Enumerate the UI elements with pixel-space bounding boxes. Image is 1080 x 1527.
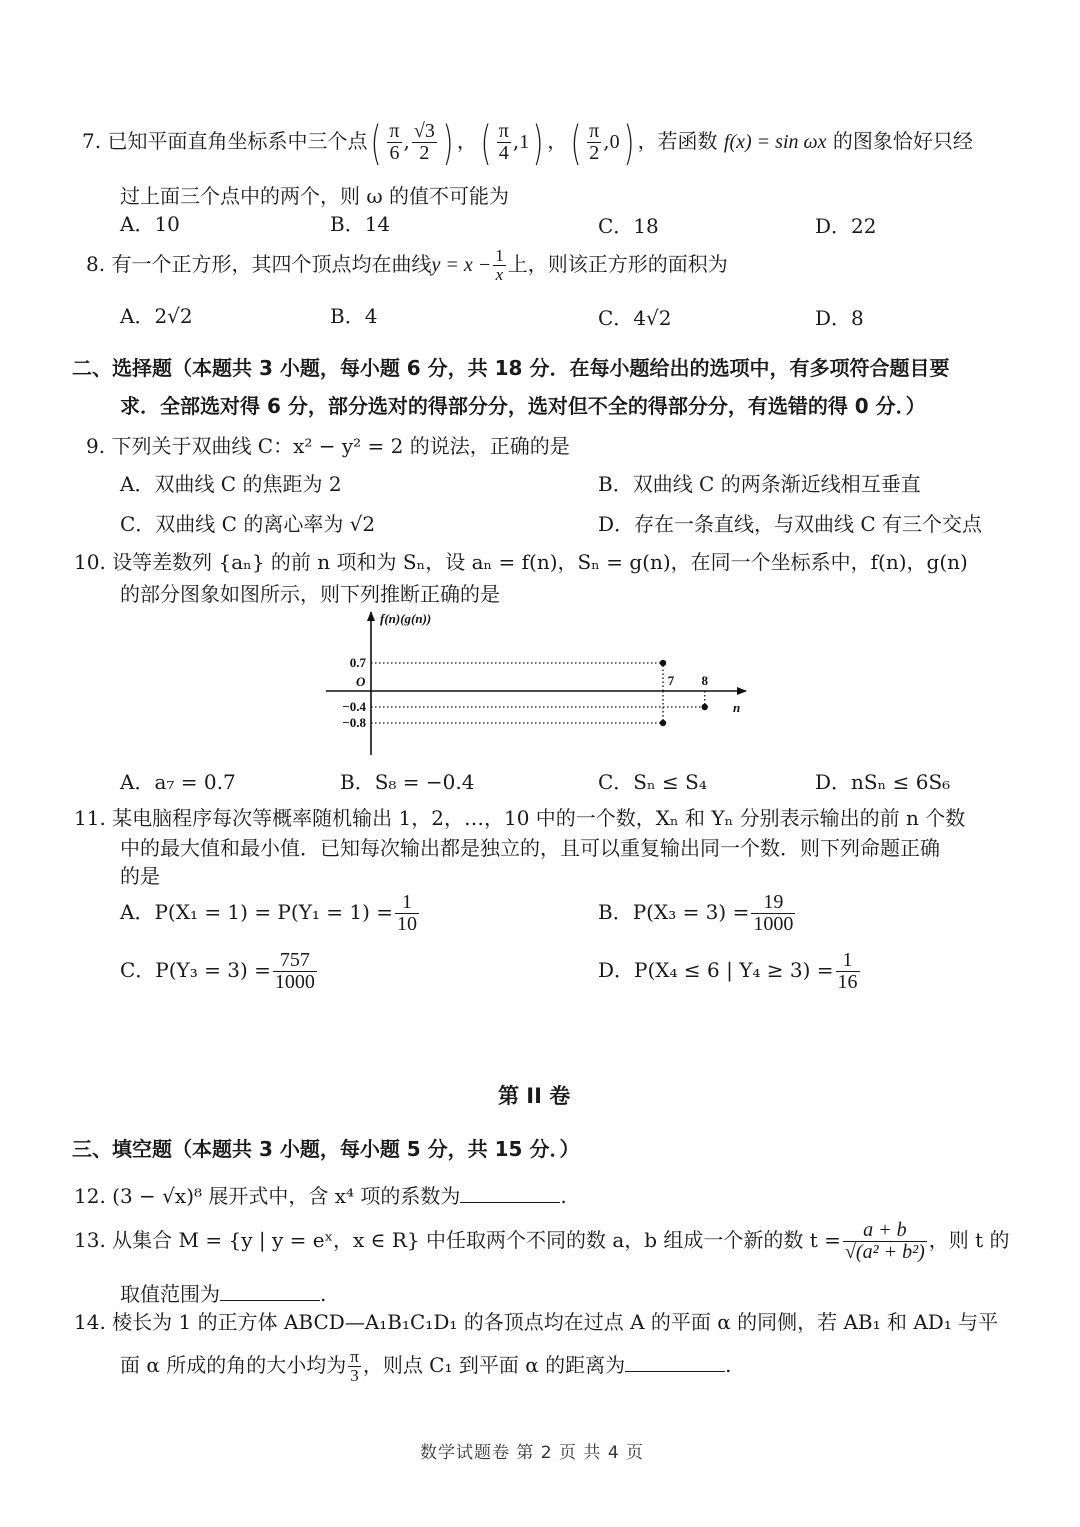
fraction: $\frac{1}{x}$ (495, 246, 504, 284)
answer-blank[interactable] (625, 1351, 725, 1372)
question-13-line2: 取值范围为 . (120, 1282, 327, 1306)
question-13: 13. 从集合 M = {y | y = eˣ，x ∈ R} 中任取两个不同的数 a，b 组成一个新的数 t = $\frac{a + b}{\text{√(a² + b²)}}$ ，则 t 的 (74, 1219, 1010, 1263)
option-b: B．4 (330, 304, 378, 328)
question-number: 13. (74, 1228, 106, 1252)
fraction: $\frac{\pi}{2}$ (589, 120, 600, 164)
question-11-line3: 的是 (120, 864, 160, 888)
x-tick-label: 8 (701, 673, 708, 688)
question-14-line2: 面 α 所成的角的大小均为 $\frac{\pi}{3}$ ，则点 C₁ 到平面 α 的距离为 . (120, 1347, 732, 1385)
question-12: 12. (3 − √x)⁸ 展开式中，含 x⁴ 项的系数为 . (74, 1184, 567, 1208)
data-point (660, 720, 666, 726)
option-c: C．P(Y₃ = 3) = $\frac{757}{1000}$ (120, 949, 315, 993)
page-footer: 数学试题卷 第 2 页 共 4 页 (420, 1443, 645, 1463)
option-d: D．nSₙ ≤ 6S₆ (815, 770, 951, 794)
answer-blank[interactable] (460, 1182, 560, 1203)
data-point (702, 704, 708, 710)
y-tick-label: −0.8 (342, 715, 366, 730)
origin-label: O (356, 674, 366, 689)
option-b: B．14 (330, 212, 391, 236)
question-number: 10. (74, 550, 106, 574)
fraction: $\frac{19}{1000}$ (753, 891, 794, 935)
function-expression: f(x) = sin ωx (723, 131, 827, 153)
option-a: A．双曲线 C 的焦距为 2 (120, 472, 342, 496)
fraction: $\frac{1}{16}$ (837, 949, 858, 993)
question-7: 7. 已知平面直角坐标系中三个点( $\frac{\pi}{6}$ , $\frac{√3}{2}$ ) ，( $\frac{\pi}{4}$ ,1) ，( $\frac{\pi}{2}$ ,0) ，若函数 f(x) = sin ωx 的图象恰好只经 (82, 115, 973, 170)
option-a: A．a₇ = 0.7 (120, 770, 236, 794)
fraction: $\frac{\pi}{6}$ (389, 120, 400, 164)
answer-blank[interactable] (220, 1280, 320, 1301)
option-a: A．10 (120, 212, 180, 236)
option-c: C．18 (598, 214, 659, 238)
part-2-title: 第 II 卷 (498, 1084, 571, 1108)
option-d: D．P(X₄ ≤ 6 | Y₄ ≥ 3) = $\frac{1}{16}$ (598, 949, 858, 993)
x-tick-label: 7 (667, 673, 675, 688)
question-7-line2: 过上面三个点中的两个，则 ω 的值不可能为 (120, 184, 510, 208)
data-point (660, 660, 666, 666)
question-14: 14. 棱长为 1 的正方体 ABCD—A₁B₁C₁D₁ 的各顶点均在过点 A 的平面 α 的同侧，若 AB₁ 和 AD₁ 与平 (74, 1310, 999, 1334)
option-d: D．8 (815, 306, 864, 330)
section-2-heading: 二、选择题（本题共 3 小题，每小题 6 分，共 18 分．在每小题给出的选项中，有多项符合题目要 (72, 356, 950, 380)
question-11-line2: 中的最大值和最小值．已知每次输出都是独立的，且可以重复输出同一个数．则下列命题正确 (120, 836, 940, 860)
option-b: B．S₈ = −0.4 (340, 770, 475, 794)
question-number: 7. (82, 129, 102, 153)
option-c: C．双曲线 C 的离心率为 √2 (120, 512, 376, 536)
y-tick-label: −0.4 (342, 699, 366, 714)
y-axis-label: f(n)(g(n)) (380, 611, 432, 626)
fraction: $\frac{\pi}{4}$ (498, 120, 509, 164)
question-number: 9. (86, 434, 106, 458)
sequence-graph (310, 600, 770, 770)
y-tick-label: 0.7 (349, 655, 366, 670)
question-9: 9. 下列关于双曲线 C：x² − y² = 2 的说法，正确的是 (86, 434, 570, 458)
question-11: 11. 某电脑程序每次等概率随机输出 1，2，…，10 中的一个数，Xₙ 和 Yₙ 分别表示输出的前 n 个数 (74, 806, 966, 830)
fraction: $\frac{757}{1000}$ (274, 949, 315, 993)
option-b: B．双曲线 C 的两条渐近线相互垂直 (598, 472, 921, 496)
option-a: A．2√2 (120, 304, 193, 328)
question-number: 14. (74, 1310, 106, 1334)
section-2-heading-line2: 求．全部选对得 6 分，部分选对的得部分分，选对但不全的得部分分，有选错的得 0 分．） (120, 394, 926, 418)
option-d: D．22 (815, 214, 877, 238)
option-d: D．存在一条直线，与双曲线 C 有三个交点 (598, 512, 983, 536)
question-number: 11. (74, 806, 106, 830)
question-10-line2: 的部分图象如图所示，则下列推断正确的是 (120, 582, 500, 606)
fraction: $\frac{a + b}{\text{√(a² + b²)}}$ (844, 1219, 925, 1263)
option-c: C．Sₙ ≤ S₄ (598, 770, 707, 794)
question-number: 12. (74, 1184, 106, 1208)
question-text: 已知平面直角坐标系中三个点 (107, 129, 368, 153)
x-axis-label: n (733, 700, 741, 715)
fraction: $\frac{\pi}{3}$ (350, 1347, 359, 1385)
question-10: 10. 设等差数列 {aₙ} 的前 n 项和为 Sₙ，设 aₙ = f(n)，Sₙ = g(n)，在同一个坐标系中，f(n)，g(n) (74, 550, 968, 574)
section-3-heading: 三、填空题（本题共 3 小题，每小题 5 分，共 15 分．） (72, 1137, 580, 1161)
question-8: 8. 有一个正方形，其四个顶点均在曲线y = x − $\frac{1}{x}$ 上，则该正方形的面积为 (86, 246, 728, 284)
option-c: C．4√2 (598, 306, 672, 330)
option-a: A．P(X₁ = 1) = P(Y₁ = 1) = $\frac{1}{10}$ (120, 891, 418, 935)
fraction: $\frac{1}{10}$ (397, 891, 418, 935)
question-number: 8. (86, 252, 106, 276)
fraction: $\frac{√3}{2}$ (413, 120, 435, 164)
option-b: B．P(X₃ = 3) = $\frac{19}{1000}$ (598, 891, 794, 935)
